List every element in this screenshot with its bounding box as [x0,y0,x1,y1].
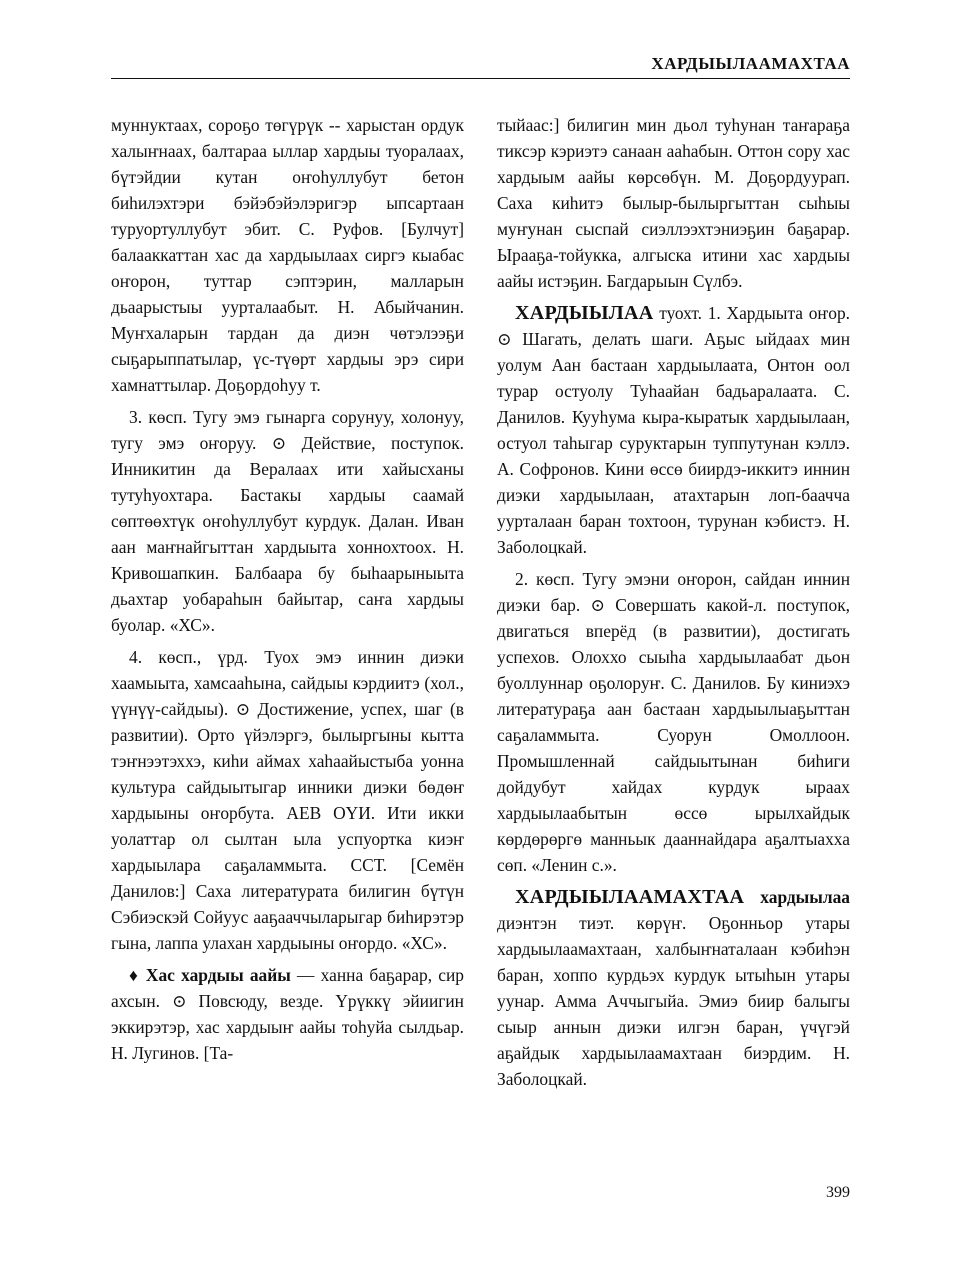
headword: ХАРДЫЫЛААМАХТАА [515,886,745,908]
header-rule [111,78,850,79]
page-number: 399 [826,1184,850,1201]
entry-text: диэнтэн тиэт. көрүҥ. Оҕонньор утары хардыылаамахтаан, халбыҥнаталаан кэбиһэн баран, хоппо курдьэх курдук ытыһын утары уунар. Амма Аччыгыйа. Эмиэ биир балыгы сыыр аннын диэки илгэн баран, үчүгэй аҕайдык хардыылаамахтаан биэрдим. Н. Заболоцкай. [497,913,850,1089]
entry-paragraph: 3. көсп. Тугу эмэ гынарга сорунуу, холонуу, тугу эмэ оҥоруу. ⊙ Действие, поступок. Инникитин да Вералаах ити хайысханы тутуһуохтара. Бастакы хардыы саамай сөптөөхтүк оҥоһуллубут курдук. Далан. Иван аан маҥнайгыттан хардыыта хоннохтоох. Н. Кривошапкин. Балбаара бу быһаарыныыта дьахтар уобараһын байытар, саҥа хардыы буолар. «ХС». [111,407,464,635]
entry-text: туохт. 1. Хардыыта оҥор. ⊙ Шагать, делать шаги. Аҕыс ыйдаах мин уолум Аан бастаан хардыылаата, Онтон оол турар остуолу Туһаайан бадьаралаата. С. Данилов. Кууһума кыра-кыратык хардыылаан, остуол таһыгар суруктарын туппутунан кэллэ. А. Софронов. Кини өссө биирдэ-иккитэ иннин диэки хардыылаан, атахтарын лоп-баачча уурталаан баран тохтоон, турунан кэбистэ. Н. Заболоцкай. [497,303,850,557]
running-header: ХАРДЫЫЛААМАХТАА [651,54,850,73]
left-column [111,112,464,1072]
entry-paragraph [497,300,850,560]
idiom-headword: ♦ Хас хардыы аайы [129,965,291,985]
cross-reference: хардыылаа [760,887,850,907]
entry-paragraph: муннуктаах, сороҕо төгүрүк -- харыстан ордук халыҥнаах, балтараа ыллар хардыы туоралаах, бүтэйдии кутан оҥоһуллубут бетон биһилэхтэри бэйэбэйэлэригэр ыпсартаан туруортуллубут эбит. С. Руфов. [Булчут] балааккаттан хас да хардыылаах сиргэ кыабас оҥорон, туттар сэптэрин, малларын дьаарыстыы уурталаабыт. Н. Абыйчанин. Муҥхаларын тардан да диэн чөтэлээҕи сыҕарыппатылар, үс-түөрт хардыы эрэ сири хамнаттылар. Доҕордоһуу т. [111,115,464,395]
headword: ХАРДЫЫЛАА [515,302,654,324]
idiom-text: — ханна баҕарар, сир ахсын. ⊙ Повсюду, везде. Үрүккү эйиигин эккирэтэр, хас хардыыҥ аайы тоһуйа сылдьар. Н. Лугинов. [Та- [111,965,464,1063]
right-column [497,112,850,1098]
entry-paragraph: тыйаас:] билигин мин дьол туһунан таҥараҕа тиксэр кэриэтэ санаан ааһабын. Оттон сору хас хардыым аайы көрсөбүн. М. Доҕордуурап. Саха киһитэ былыр-былыргыттан сыһыы муҥунан сыспай сиэллээхтэниэҕин баҕарар. Ырааҕа-тойукка, алгыска итини хас хардыы аайы истэҕин. Багдарыын Сүлбэ. [497,115,850,291]
entry-paragraph: 2. көсп. Тугу эмэни оҥорон, сайдан иннин диэки бар. ⊙ Совершать какой-л. поступок, двигаться вперёд (в развитии), достигать успехов. Олоххо сыыһа хардыылаабат дьон буоллуннар оҕолоруҥ. С. Данилов. Бу киниэхэ литератураҕа аан бастаан хардыылыаҕыттан саҕаламмыта. Суорун Омоллоон. Промышленнай сайдыытынан биһиги дойдубут хайдах курдук ыраах хардыылаабытын өссө ырылхайдык көрдөрөргө манньык дааннайдара аҕалтыахха сөп. «Ленин с.». [497,569,850,875]
entry-paragraph [111,962,464,1066]
entry-paragraph [497,884,850,1092]
entry-paragraph: 4. көсп., үрд. Туох эмэ иннин диэки хаамыыта, хамсааһына, сайдыы кэрдиитэ (хол., үүнүү-сайдыы). ⊙ Достижение, успех, шаг (в развитии). Орто үйэлэргэ, былыргыны кытта тэҥнээтэххэ, киһи аймах хаһаайыстыба уонна культура сайдыытыгар инники диэки бөдөҥ хардыыны оҥорбута. АЕВ ОҮИ. Ити икки уолаттар ол сылтан ыла успуортка киэҥ хардыылара саҕаламмыта. ССТ. [Семён Данилов:] Саха литературата билигин бүтүн Сэбиэскэй Сойуус ааҕааччыларыгар биһирэтэр гына, лаппа улахан хардыыны оҥордо. «ХС». [111,647,464,953]
